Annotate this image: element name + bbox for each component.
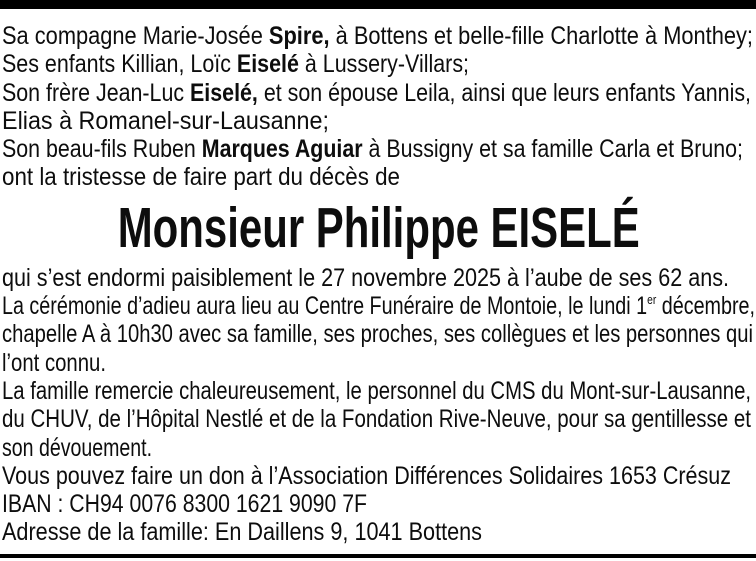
ceremony-line-2-text: chapelle A à 10h30 avec sa famille, ses proches, ses collègues et les personnes qui: [2, 320, 753, 349]
announcement-line: [2, 163, 756, 191]
family-line-2-post: à Lussery-Villars;: [298, 50, 469, 79]
death-details-text: qui s’est endormi paisiblement le 27 novembre 2025 à l’aube de ses 62 ans.: [2, 263, 729, 292]
iban-line-text: IBAN : CH94 0076 8300 1621 9090 7F: [2, 490, 367, 519]
family-line-2-pre: Ses enfants Killian, Loïc: [2, 50, 237, 79]
family-line-5-post: à Bussigny et sa famille Carla et Bruno;: [362, 135, 743, 164]
deceased-name-text: Monsieur Philippe EISELÉ: [117, 195, 640, 260]
donation-line: [2, 462, 756, 490]
top-border-rule: [0, 0, 756, 9]
family-address-text: Adresse de la famille: En Daillens 9, 1041 Bottens: [2, 518, 482, 547]
family-line-4: [2, 107, 756, 135]
deceased-name-title: [2, 192, 756, 264]
family-line-1-post: à Bottens et belle-fille Charlotte à Monthey;: [329, 22, 753, 50]
family-line-3-pre: Son frère Jean-Luc: [2, 78, 191, 107]
thanks-line-2: [2, 405, 756, 433]
family-line-3-post: et son épouse Leila, ainsi que leurs enfants Yannis,: [257, 78, 751, 107]
ceremony-line-2: [2, 320, 756, 348]
family-line-4-text: Elias à Romanel-sur-Lausanne;: [2, 106, 329, 135]
family-name-eisele-children: Eiselé: [236, 50, 299, 79]
thanks-line-2-text: du CHUV, de l’Hôpital Nestlé et de la Fondation Rive-Neuve, pour sa gentillesse et: [2, 405, 751, 434]
family-line-1-pre: Sa compagne Marie-Josée: [2, 22, 269, 50]
ceremony-line-3-text: l’ont connu.: [2, 348, 106, 377]
thanks-line-1-text: La famille remercie chaleureusement, le personnel du CMS du Mont-sur-Lausanne,: [2, 376, 751, 405]
ceremony-line-3: [2, 349, 756, 377]
thanks-line-3: [2, 434, 756, 462]
donation-line-text: Vous pouvez faire un don à l’Association Différences Solidaires 1653 Crésuz: [2, 461, 731, 490]
ceremony-line-1: [2, 292, 756, 320]
family-line-2: [2, 50, 756, 78]
family-name-eisele-brother: Eiselé,: [190, 78, 258, 107]
notice-content: [2, 22, 756, 547]
family-line-2-text: [2, 50, 469, 78]
family-line-5-pre: Son beau-fils Ruben: [2, 135, 202, 164]
announcement-line-text: ont la tristesse de faire part du décès de: [2, 163, 400, 192]
ceremony-line-1-pre: La cérémonie d’adieu aura lieu au Centre Funéraire de Montoie, le lundi 1: [2, 292, 648, 321]
thanks-line-1: [2, 377, 756, 405]
bottom-border-rule: [0, 554, 756, 558]
iban-line: [2, 490, 756, 518]
family-address-line: [2, 518, 756, 546]
family-line-1: [2, 22, 756, 50]
family-line-5-text: [2, 135, 743, 163]
death-details-line: [2, 264, 756, 292]
ceremony-line-1-post: décembre,: [656, 292, 755, 321]
family-name-marques-aguiar: Marques Aguiar: [201, 135, 363, 164]
ceremony-line-1-text: [2, 292, 755, 320]
ordinal-superscript: er: [647, 292, 657, 308]
family-line-3-text: [2, 79, 751, 107]
family-line-3: [2, 79, 756, 107]
family-name-spire: Spire,: [268, 22, 330, 50]
family-line-5: [2, 135, 756, 163]
thanks-line-3-text: son dévouement.: [2, 433, 152, 462]
family-line-1-text: [2, 22, 753, 50]
